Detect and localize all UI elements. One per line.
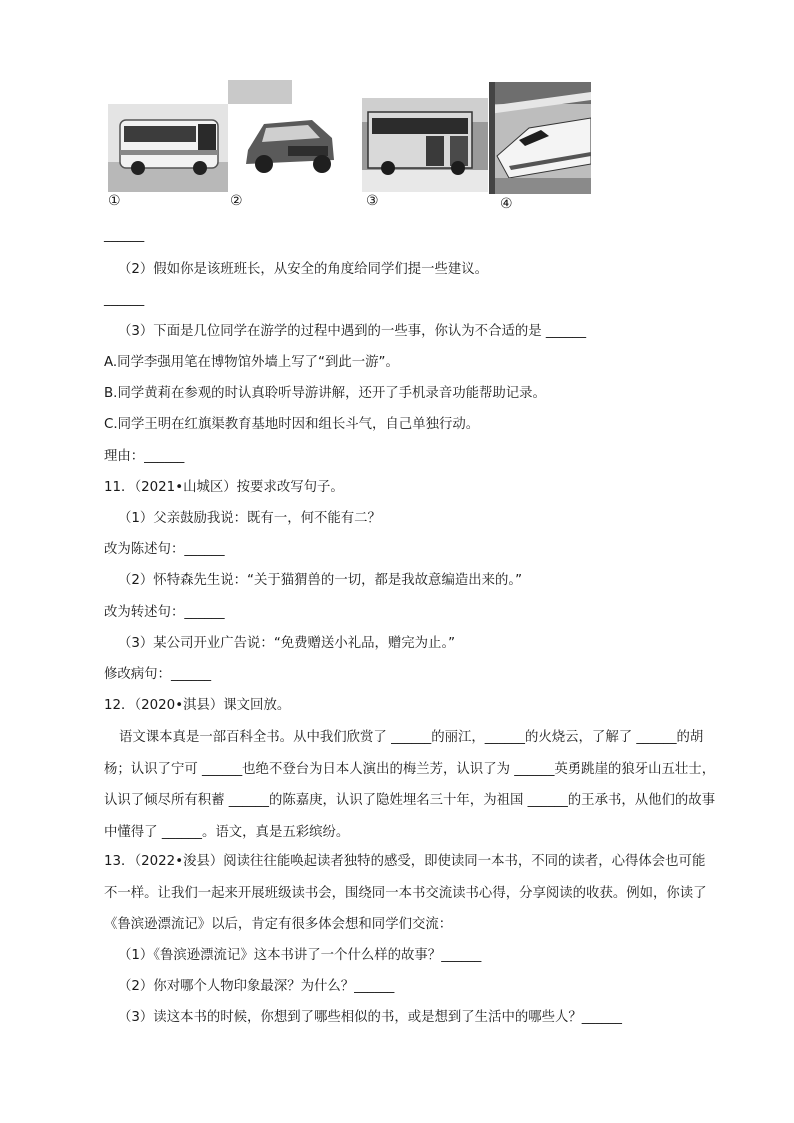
q10-blank-2: ______ [104,292,145,307]
q13-question-1: （1）《鲁滨逊漂流记》这本书讲了一个什么样的故事？______ [118,948,482,963]
figure-caption-1: ① [108,193,121,209]
city-bus-photo [362,98,488,192]
q11-answer-3: 修改病句：______ [104,667,212,682]
q11-sentence-2: （2）怀特森先生说：“关于猫猬兽的一切，都是我故意编造出来的。” [118,573,523,588]
q12-paragraph [104,722,718,848]
figure-caption-2: ② [230,193,243,209]
q11-answer-1: 改为陈述句：______ [104,542,225,557]
q11-sentence-3: （3）某公司开业广告说：“免费赠送小礼品，赠完为止。” [118,636,456,651]
q10-blank-1: ______ [104,228,145,243]
q12-title: 12．（2020•淇县）课文回放。 [104,698,291,713]
q13-paragraph [104,846,718,941]
q11-answer-2: 改为转述句：______ [104,605,225,620]
q11-sentence-1: （1）父亲鼓励我说：既有一，何不能有二？ [118,511,381,526]
q10-option-a: A.同学李强用笔在博物馆外墙上写了“到此一游”。 [104,355,399,370]
q13-text: 13．（2022•浚县）阅读往往能唤起读者独特的感受，即使读同一本书，不同的读者，心得体会也可能不一样。让我们一起来开展班级读书会，围绕同一本书交流读书心得，分享阅读的收获。例如，你读了《鲁滨逊漂流记》以后，肯定有很多体会想和同学们交流： [104,854,707,932]
car-photo [228,80,340,192]
q13-question-3: （3）读这本书的时候，你想到了哪些相似的书，或是想到了生活中的哪些人？______ [118,1010,622,1025]
q10-reason: 理由：______ [104,449,185,464]
q12-text: 语文课本真是一部百科全书。从中我们欣赏了 ______的丽江，______的火烧云，了解了 ______的胡杨；认识了宁可 ______也绝不登台为日本人演出的梅兰芳，认识了为 ______英勇跳崖的狼牙山五壮士，认识了倾尽所有积蓄 ______的陈嘉庚，认识了隐姓埋名三十年，为祖国 ______的王承书，从他们的故事中懂得了 ______。语文，真是五彩缤纷。 [104,730,716,840]
figure-caption-3: ③ [366,193,379,209]
q10-part2: （2）假如你是该班班长，从安全的角度给同学们提一些建议。 [118,262,489,277]
high-speed-train-photo [489,82,591,194]
q13-question-2: （2）你对哪个人物印象最深？为什么？______ [118,979,395,994]
bus-photo [108,104,228,192]
q10-part3: （3）下面是几位同学在游学的过程中遇到的一些事，你认为不合适的是 ______ [118,324,587,339]
figure-caption-4: ④ [500,196,513,212]
q10-option-b: B.同学黄莉在参观的时认真聆听导游讲解，还开了手机录音功能帮助记录。 [104,386,546,401]
q10-option-c: C.同学王明在红旗渠教育基地时因和组长斗气，自己单独行动。 [104,417,480,432]
q11-title: 11．（2021•山城区）按要求改写句子。 [104,480,344,495]
